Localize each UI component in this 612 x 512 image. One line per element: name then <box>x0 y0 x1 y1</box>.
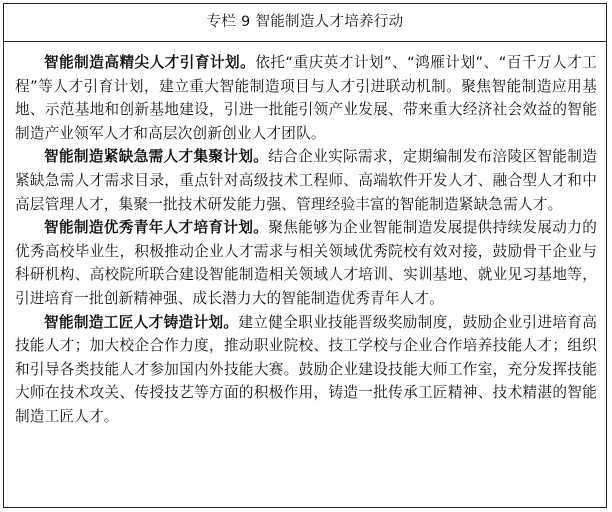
section-paragraph <box>15 216 597 310</box>
section-paragraph <box>15 51 597 145</box>
section-body: 依托“重庆英才计划”、“鸿雁计划”、“百千万人才工程”等人才引育计划，建立重大智能制造项目与人才引进联动机制。聚焦智能制造应用基地、示范基地和创新基地建设，引进一批能引领产业发展、带来重大经济社会效益的智能制造产业领军人才和高层次创新创业人才团队。 <box>15 54 597 142</box>
section-heading: 智能制造工匠人才铸造计划。 <box>44 313 239 331</box>
column-box <box>3 3 607 508</box>
section-body: 聚焦能够为企业智能制造发展提供持续发展动力的优秀高校毕业生，积极推动企业人才需求与相关领域优秀院校有效对接，鼓励骨干企业与科研机构、高校院所联合建设智能制造相关领域人才培训、实训基地、就业见习基地等，引进培育一批创新精神强、成长潜力大的智能制造优秀青年人才。 <box>15 219 597 307</box>
section-body: 建立健全职业技能晋级奖励制度，鼓励企业引进培育高技能人才；加大校企合作力度，推动职业院校、技工学校与企业合作培养技能人才；组织和引导各类技能人才参加国内外技能大赛。鼓励企业建设技能大师工作室，充分发挥技能大师在技术攻关、传授技艺等方面的积极作用，铸造一批传承工匠精神、技术精湛的智能制造工匠人才。 <box>15 313 597 425</box>
section-heading: 智能制造高精尖人才引育计划。 <box>44 54 256 71</box>
section-heading: 智能制造优秀青年人才培育计划。 <box>44 219 269 237</box>
section-paragraph <box>15 311 597 429</box>
box-title: 专栏 9 智能制造人才培养行动 <box>4 4 606 42</box>
box-content <box>4 42 606 429</box>
section-paragraph <box>15 145 597 216</box>
section-body: 结合企业实际需求，定期编制发布涪陵区智能制造紧缺急需人才需求目录，重点针对高级技术工程师、高端软件开发人才、融合型人才和中高层管理人才，集聚一批技术研发能力强、管理经验丰富的智能制造紧缺急需人才。 <box>15 148 597 213</box>
section-heading: 智能制造紧缺急需人才集聚计划。 <box>44 148 269 166</box>
